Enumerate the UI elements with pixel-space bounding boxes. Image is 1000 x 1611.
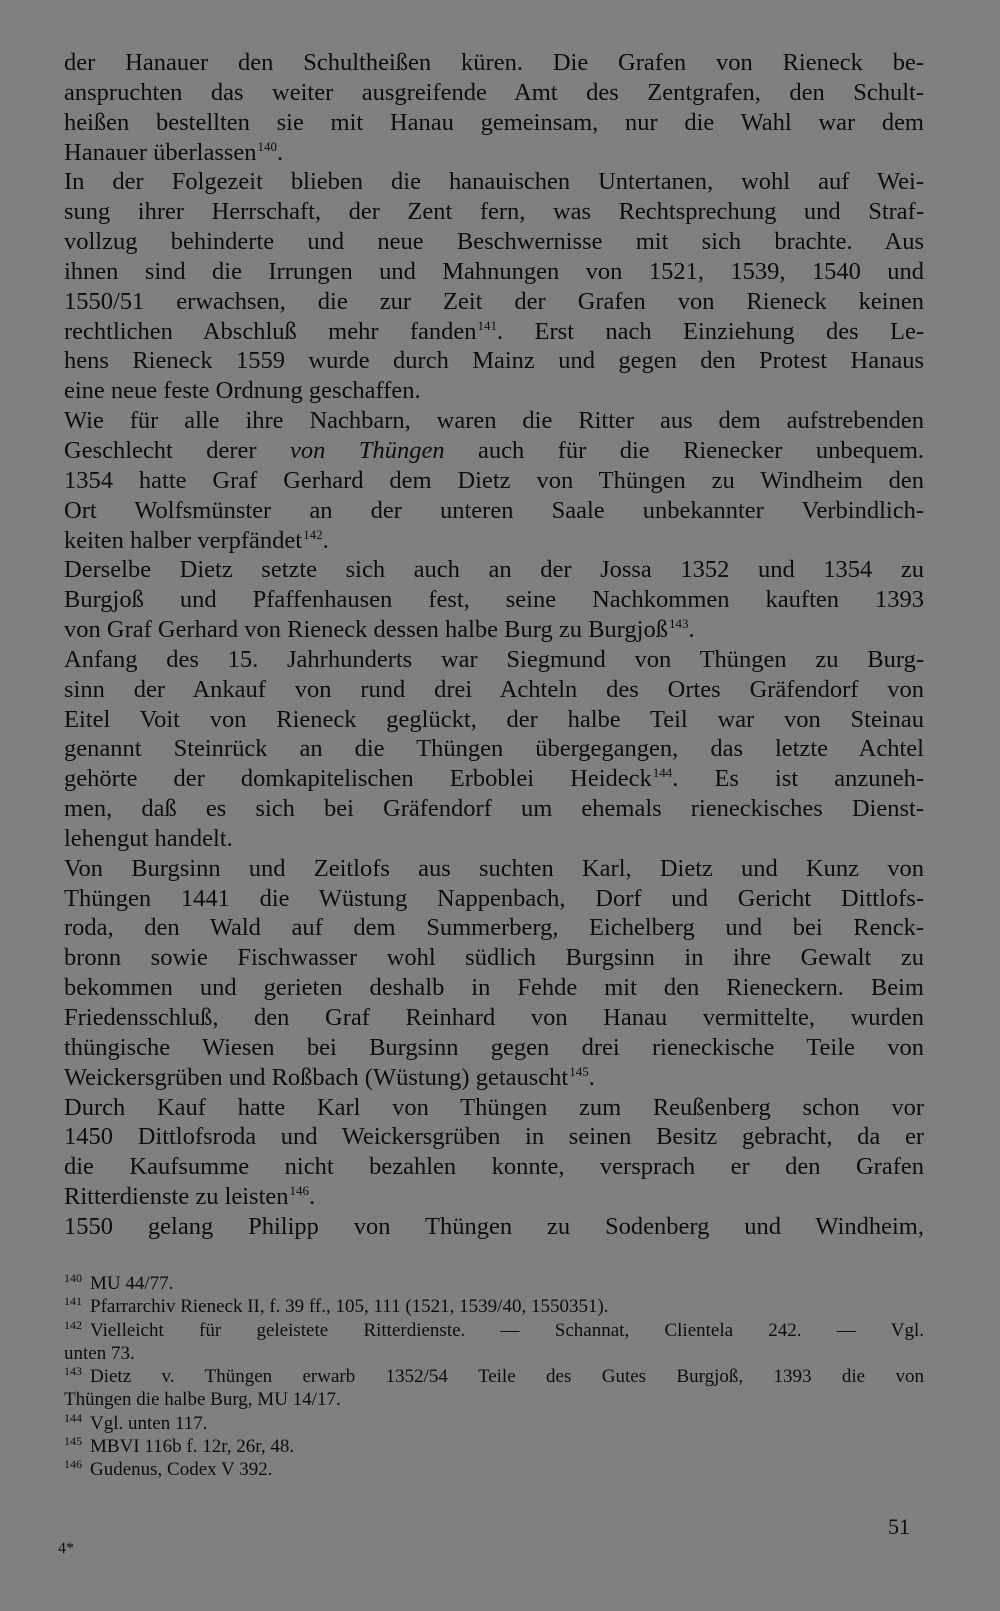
text-line: Eitel Voit von Rieneck geglückt, der halbe Teil war von Steinau bbox=[64, 705, 924, 733]
text-line: anspruchten das weiter ausgreifende Amt des Zentgrafen, den Schult- bbox=[64, 78, 924, 106]
text-span: rechtlichen Abschluß mehr fanden bbox=[64, 317, 477, 345]
text-line bbox=[64, 1063, 924, 1093]
text-line: thüngische Wiesen bei Burgsinn gegen drei rieneckische Teile von bbox=[64, 1033, 924, 1061]
text-line: In der Folgezeit blieben die hanauischen Untertanen, wohl auf Wei- bbox=[64, 168, 924, 196]
text-line: 1450 Dittlofsroda und Weickersgrüben in seinen Besitz gebracht, da er bbox=[64, 1123, 924, 1151]
footnote-continuation: unten 73. bbox=[64, 1342, 135, 1364]
footnote bbox=[64, 1295, 924, 1318]
footnote bbox=[64, 1458, 924, 1481]
text-line: 1354 hatte Graf Gerhard dem Dietz von Thüngen zu Windheim den bbox=[64, 466, 924, 494]
text-span: Geschlecht derer bbox=[64, 436, 257, 464]
text-line: sung ihrer Herrschaft, der Zent fern, was Rechtsprechung und Straf- bbox=[64, 198, 924, 226]
text-span: Hanauer überlassen bbox=[64, 138, 257, 166]
text-line: Ort Wolfsmünster an der unteren Saale unbekannter Verbindlich- bbox=[64, 496, 924, 524]
emphasized-name: von Thüngen bbox=[290, 436, 445, 464]
footnote-text: Gudenus, Codex V 392. bbox=[90, 1459, 273, 1481]
footnote-number: 143 bbox=[64, 1364, 82, 1379]
footnote-number: 145 bbox=[64, 1434, 82, 1449]
text-span: . bbox=[688, 616, 695, 644]
text-span: . bbox=[309, 1183, 316, 1211]
text-line: genannt Steinrück an die Thüngen übergegangen, das letzte Achtel bbox=[64, 735, 924, 763]
footnotes bbox=[64, 1272, 924, 1482]
footnote-continuation: Thüngen die halbe Burg, MU 14/17. bbox=[64, 1389, 341, 1411]
text-line: eine neue feste Ordnung geschaffen. bbox=[64, 377, 421, 405]
text-span: . Es ist anzuneh- bbox=[672, 765, 924, 793]
text-line: Durch Kauf hatte Karl von Thüngen zum Reußenberg schon vor bbox=[64, 1093, 924, 1121]
text-line: lehengut handelt. bbox=[64, 824, 233, 852]
text-line: Anfang des 15. Jahrhunderts war Siegmund von Thüngen zu Burg- bbox=[64, 645, 924, 673]
text-span: . bbox=[588, 1063, 595, 1091]
text-line bbox=[64, 526, 924, 556]
text-line: vollzug behinderte und neue Beschwernisse mit sich brachte. Aus bbox=[64, 228, 924, 256]
main-text bbox=[64, 48, 924, 1242]
footnote-text: Vgl. unten 117. bbox=[90, 1412, 208, 1434]
text-line bbox=[64, 317, 924, 347]
text-span: . Erst nach Einziehung des Le- bbox=[497, 317, 924, 345]
text-line: Friedensschluß, den Graf Reinhard von Hanau vermittelte, wurden bbox=[64, 1004, 924, 1031]
page-content bbox=[64, 48, 925, 1481]
text-line: heißen bestellten sie mit Hanau gemeinsam, nur die Wahl war dem bbox=[64, 108, 924, 136]
text-line: der Hanauer den Schultheißen küren. Die Grafen von Rieneck be- bbox=[64, 49, 924, 76]
text-line: Derselbe Dietz setzte sich auch an der Jossa 1352 und 1354 zu bbox=[64, 556, 924, 584]
page-number: 51 bbox=[888, 1514, 910, 1539]
footnote bbox=[64, 1272, 924, 1295]
footnote-number: 144 bbox=[64, 1410, 82, 1425]
text-line bbox=[64, 138, 924, 168]
footnote-number: 140 bbox=[64, 1271, 82, 1285]
footnote-number: 141 bbox=[64, 1294, 82, 1309]
text-line: 1550 gelang Philipp von Thüngen zu Sodenberg und Windheim, bbox=[64, 1212, 924, 1240]
footnote-text: MBVI 116b f. 12r, 26r, 48. bbox=[90, 1436, 295, 1458]
footnote-ref[interactable]: 141 bbox=[477, 317, 498, 333]
footnote-text: Vielleicht für geleistete Ritterdienste. — Schannat, Clientela 242. — Vgl. bbox=[90, 1319, 924, 1341]
text-span: gehörte der domkapitelischen Erboblei Heideck bbox=[64, 765, 652, 793]
footnote bbox=[64, 1319, 924, 1342]
text-line bbox=[64, 1182, 924, 1212]
footnote-number: 146 bbox=[64, 1457, 82, 1472]
text-span: . bbox=[322, 526, 329, 554]
text-line bbox=[64, 615, 924, 645]
text-line: ihnen sind die Irrungen und Mahnungen von 1521, 1539, 1540 und bbox=[64, 257, 924, 285]
text-line: hens Rieneck 1559 wurde durch Mainz und gegen den Protest Hanaus bbox=[64, 347, 924, 375]
text-line bbox=[64, 436, 924, 466]
text-line: Wie für alle ihre Nachbarn, waren die Ritter aus dem aufstrebenden bbox=[64, 407, 924, 435]
text-line: bronn sowie Fischwasser wohl südlich Burgsinn in ihre Gewalt zu bbox=[64, 944, 924, 972]
text-line: men, daß es sich bei Gräfendorf um ehemals rieneckisches Dienst- bbox=[64, 795, 924, 823]
text-line: sinn der Ankauf von rund drei Achteln des Ortes Gräfendorf von bbox=[64, 675, 924, 703]
text-line: bekommen und gerieten deshalb in Fehde mit den Rieneckern. Beim bbox=[64, 974, 924, 1002]
footnote-text: Pfarrarchiv Rieneck II, f. 39 ff., 105, 111 (1521, 1539/40, 1550351). bbox=[90, 1296, 609, 1318]
text-line: die Kaufsumme nicht bezahlen konnte, versprach er den Grafen bbox=[64, 1153, 924, 1181]
text-line: Von Burgsinn und Zeitlofs aus suchten Karl, Dietz und Kunz von bbox=[64, 854, 924, 882]
text-span: keiten halber verpfändet bbox=[64, 526, 303, 554]
text-line: Burgjoß und Pfaffenhausen fest, seine Nachkommen kauften 1393 bbox=[64, 586, 924, 614]
text-line bbox=[64, 764, 924, 794]
footnote-ref[interactable]: 142 bbox=[303, 526, 323, 542]
text-line: 1550/51 erwachsen, die zur Zeit der Grafen von Rieneck keinen bbox=[64, 287, 924, 315]
footnote-ref[interactable]: 146 bbox=[289, 1183, 310, 1199]
signature-mark: 4* bbox=[58, 1540, 74, 1557]
footnote bbox=[64, 1412, 924, 1435]
footnote-text: MU 44/77. bbox=[90, 1273, 174, 1294]
footnote bbox=[64, 1365, 924, 1388]
footnote-ref[interactable]: 144 bbox=[652, 765, 673, 781]
text-span: Ritterdienste zu leisten bbox=[64, 1183, 289, 1211]
text-line: roda, den Wald auf dem Summerberg, Eichelberg und bei Renck- bbox=[64, 914, 924, 942]
text-line: Thüngen 1441 die Wüstung Nappenbach, Dorf und Gericht Dittlofs- bbox=[64, 884, 924, 912]
text-span: . bbox=[277, 138, 284, 166]
footnote-ref[interactable]: 140 bbox=[257, 138, 278, 154]
footnote-number: 142 bbox=[64, 1317, 82, 1332]
footnote-ref[interactable]: 143 bbox=[668, 616, 689, 632]
footnote-text: Dietz v. Thüngen erwarb 1352/54 Teile des Gutes Burgjoß, 1393 die von bbox=[90, 1366, 924, 1388]
text-span: auch für die Rienecker unbequem. bbox=[478, 436, 925, 464]
text-span: Weickersgrüben und Roßbach (Wüstung) getauscht bbox=[64, 1063, 569, 1091]
footnote bbox=[64, 1435, 924, 1458]
text-span: von Graf Gerhard von Rieneck dessen halbe Burg zu Burgjoß bbox=[64, 616, 668, 644]
footnote-ref[interactable]: 145 bbox=[569, 1063, 589, 1079]
